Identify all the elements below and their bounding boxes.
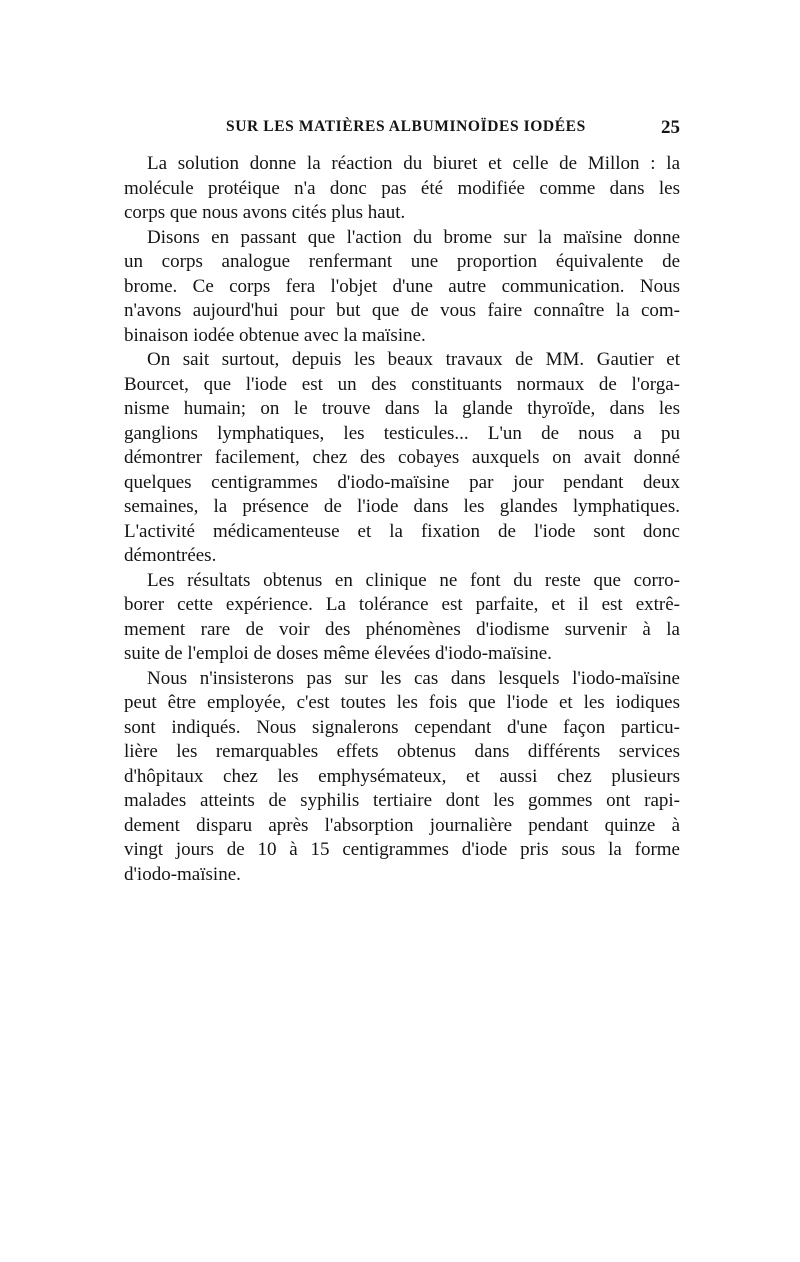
text-line: quelques centigrammes d'iodo-maïsine par jour pendant deux xyxy=(124,471,680,493)
text-line: un corps analogue renfermant une proportion équivalente de xyxy=(124,251,680,272)
text-line: La solution donne la réaction du biuret et celle de Millon : la xyxy=(147,153,680,174)
text-line: d'hôpitaux chez les emphysémateux, et aussi chez plusieurs xyxy=(124,765,680,787)
text-line: peut être employée, c'est toutes les fois que l'iode et les iodiques xyxy=(124,692,680,713)
text-line: borer cette expérience. La tolérance est parfaite, et il est extrê- xyxy=(124,594,680,615)
text-line: Nous n'insisterons pas sur les cas dans lesquels l'iodo-maïsine xyxy=(147,667,680,689)
text-line: corps que nous avons cités plus haut. xyxy=(124,202,406,223)
text-line: L'activité médicamenteuse et la fixation de l'iode sont donc xyxy=(124,520,680,542)
text-line: démontrer facilement, chez des cobayes auxquels on avait donné xyxy=(124,447,680,468)
text-line: Les résultats obtenus en clinique ne font du reste que corro- xyxy=(147,569,680,591)
text-line: lière les remarquables effets obtenus dans différents services xyxy=(124,741,680,762)
text-line: dement disparu après l'absorption journalière pendant quinze à xyxy=(124,814,680,836)
page-number: 25 xyxy=(661,117,680,138)
text-line: Disons en passant que l'action du brome sur la maïsine donne xyxy=(147,226,680,248)
running-head xyxy=(130,118,680,144)
running-title: SUR LES MATIÈRES ALBUMINOÏDES IODÉES xyxy=(226,118,586,135)
text-line: démontrées. xyxy=(124,545,217,566)
text-line: n'avons aujourd'hui pour but que de vous faire connaître la com- xyxy=(124,300,680,321)
text-line: Bourcet, que l'iode est un des constituants normaux de l'orga- xyxy=(124,373,680,395)
text-line: vingt jours de 10 à 15 centigrammes d'iode pris sous la forme xyxy=(124,839,680,860)
paragraph xyxy=(124,667,680,888)
paragraph xyxy=(124,226,680,349)
text-line: ganglions lymphatiques, les testicules... L'un de nous a pu xyxy=(124,422,680,444)
text-line: sont indiqués. Nous signalerons cependant d'une façon particu- xyxy=(124,716,680,738)
text-line: On sait surtout, depuis les beaux travaux de MM. Gautier et xyxy=(147,349,680,370)
text-line: semaines, la présence de l'iode dans les glandes lymphatiques. xyxy=(124,496,680,517)
paragraph xyxy=(124,348,680,569)
text-line: suite de l'emploi de doses même élevées d'iodo-maïsine. xyxy=(124,643,552,664)
paragraph xyxy=(124,569,680,667)
text-line: binaison iodée obtenue avec la maïsine. xyxy=(124,324,426,346)
text-line: d'iodo-maïsine. xyxy=(124,863,241,885)
text-line: malades atteints de syphilis tertiaire dont les gommes ont rapi- xyxy=(124,790,680,811)
paragraph xyxy=(124,152,680,226)
text-line: molécule protéique n'a donc pas été modifiée comme dans les xyxy=(124,177,680,199)
text-line: mement rare de voir des phénomènes d'iodisme survenir à la xyxy=(124,618,680,640)
text-line: nisme humain; on le trouve dans la glande thyroïde, dans les xyxy=(124,398,680,419)
body-text xyxy=(124,152,680,887)
text-line: brome. Ce corps fera l'objet d'une autre communication. Nous xyxy=(124,275,680,297)
